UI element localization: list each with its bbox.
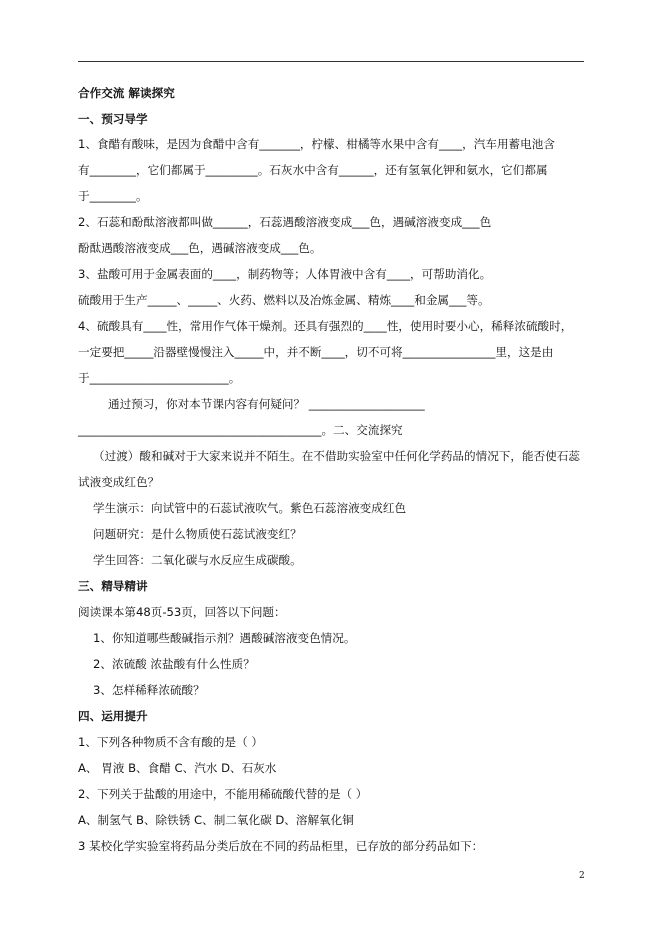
question-1-line-2: 有________，它们都属于_________。石灰水中含有______，还有氢氧化钾和氨水，它们都属 — [78, 163, 548, 177]
question-2-line-2: 酚酞遇酸溶液变成___色，遇碱溶液变成___色。 — [78, 241, 322, 255]
exercise-3: 3 某校化学实验室将药品分类后放在不同的药品柜里，已存放的部分药品如下： — [78, 839, 484, 853]
question-3-line-2: 硫酸用于生产_____、_____、火药、燃料以及冶炼金属、精炼____和金属___等。 — [78, 293, 490, 307]
heading-explain: 三、精导精讲 — [78, 579, 148, 593]
section-title: 合作交流 解读探究 — [78, 86, 175, 100]
reading-question-2: 2、浓硫酸 浓盐酸有什么性质？ — [93, 657, 255, 671]
reading-task: 阅读课本第48页-53页，回答以下问题： — [78, 605, 286, 619]
question-4-line-2: 一定要把_____沿器壁慢慢注入_____中，并不断____，切不可将________________里，这是由 — [78, 345, 554, 359]
exercise-1-options: A、 胃液 B、食醋 C、汽水 D、石灰水 — [78, 761, 277, 775]
question-2-line-1: 2、石蕊和酚酞溶液都叫做______，石蕊遇酸溶液变成___色，遇碱溶液变成___色 — [78, 215, 492, 229]
transition-line-2: 试液变成红色？ — [78, 475, 160, 489]
question-4-line-1: 4、硫酸具有____性，常用作气体干燥剂。还具有强烈的____性，使用时要小心，稀释浓硫酸时， — [78, 319, 573, 333]
preview-answer-and-heading: __________________________________________。二、交流探究 — [78, 423, 403, 437]
student-answer: 学生回答：二氧化碳与水反应生成碳酸。 — [93, 553, 302, 567]
header-rule — [78, 61, 584, 62]
question-1-line-3: 于________。 — [78, 189, 148, 203]
question-1-line-1: 1、食醋有酸味，是因为食醋中含有_______，柠檬、柑橘等水果中含有____，汽车用蓄电池含 — [78, 137, 555, 151]
transition-line-1: （过渡）酸和碱对于大家来说并不陌生。在不借助实验室中任何化学药品的情况下，能否使石蕊 — [93, 449, 580, 463]
heading-apply: 四、运用提升 — [78, 709, 148, 723]
preview-question: 通过预习，你对本节课内容有何疑问？ ____________________ — [108, 397, 425, 411]
heading-preview: 一、预习导学 — [78, 112, 148, 126]
reading-question-3: 3、怎样稀释浓硫酸？ — [93, 683, 205, 697]
question-3-line-1: 3、盐酸可用于金属表面的____，制药物等；人体胃液中含有____，可帮助消化。 — [78, 267, 492, 281]
student-demo: 学生演示：向试管中的石蕊试液吹气。紫色石蕊溶液变成红色 — [93, 501, 407, 515]
exercise-2-options: A、制氢气 B、除铁锈 C、制二氧化碳 D、溶解氧化铜 — [78, 813, 354, 827]
page-number: 2 — [579, 871, 585, 881]
exercise-1: 1、下列各种物质不含有酸的是（ ） — [78, 735, 263, 749]
problem-research: 问题研究：是什么物质使石蕊试液变红？ — [93, 527, 302, 541]
exercise-2: 2、下列关于盐酸的用途中，不能用稀硫酸代替的是（ ） — [78, 787, 368, 801]
reading-question-1: 1、你知道哪些酸碱指示剂？遇酸碱溶液变色情况。 — [93, 631, 356, 645]
question-4-line-3: 于________________________。 — [78, 371, 241, 385]
